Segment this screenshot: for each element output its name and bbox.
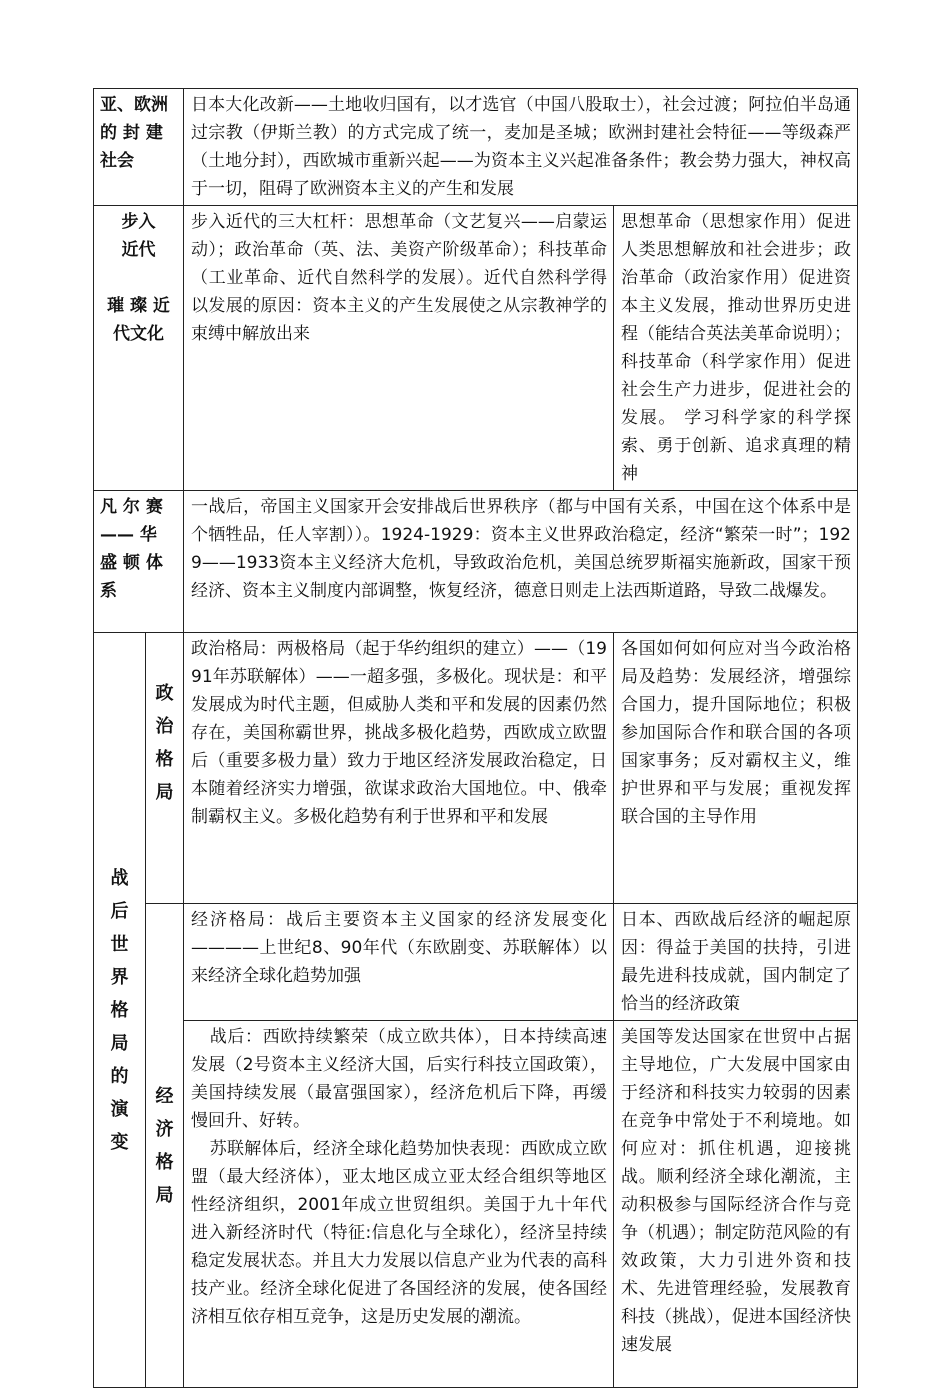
row-text-right: 思想革命（思想家作用）促进人类思想解放和社会进步；政治革命（政治家作用）促进资本主义发展，推动世界历史进程（能结合英法美革命说明）；科技革命（科学家作用）促进社会生产力进步，促进社会的发展。 学习科学家的科学探索、勇于创新、追求真理的精神 xyxy=(621,212,851,484)
content-cell xyxy=(184,89,858,206)
economic-paragraph-2: 苏联解体后，经济全球化趋势加快表现：西欧成立欧盟（最大经济体），亚太地区成立亚太经合组织等地区性经济组织，2001年成立世贸组织。美国于九十年代进入新经济时代（特征:信息化与全球化），经济呈持续稳定发展状态。并且大力发展以信息产业为代表的高科技产业。经济全球化促进了各国经济的发展，使各国经济相互依存相互竞争，这是历史发展的潮流。 xyxy=(191,1139,607,1327)
row-text: 日本大化改新——土地收归国有，以才选官（中国八股取士），社会过渡；阿拉伯半岛通过宗教（伊斯兰教）的方式完成了统一，麦加是圣城；欧洲封建社会特征——等级森严（土地分封），西欧城市重新兴起——为资本主义兴起准备条件；教会势力强大，神权高于一切，阻碍了欧洲资本主义的产生和发展 xyxy=(191,95,851,199)
political-label: 政治格局 xyxy=(155,683,174,803)
row-versailles-washington xyxy=(94,491,858,633)
political-left-text: 政治格局：两极格局（起于华约组织的建立）——（1991年苏联解体）——一超多强，多极化。现状是：和平发展成为时代主题，但威胁人类和平和发展的因素仍然存在，美国称霸世界，挑战多极化趋势，西欧成立欧盟后（重要多极力量）致力于地区经济发展政治稳定，日本随着经济实力增强，欲谋求政治大国地位。中、俄牵制霸权主义。多极化趋势有利于世界和平和发展 xyxy=(191,639,607,827)
economic-paragraph-1: 战后：西欧持续繁荣（成立欧共体），日本持续高速发展（2号资本主义经济大国，后实行科技立国政策），美国持续发展（最富强国家），经济危机后下降，再缓慢回升、好转。 xyxy=(191,1027,607,1131)
political-right-cell xyxy=(614,633,858,904)
content-cell-left xyxy=(184,206,614,491)
economic-top-right-text: 日本、西欧战后经济的崛起原因：得益于美国的扶持，引进最先进科技成就，国内制定了恰当的经济政策 xyxy=(621,910,851,1014)
row-text-left: 步入近代的三大杠杆：思想革命（文艺复兴——启蒙运动）；政治革命（英、法、美资产阶级革命）；科技革命（工业革命、近代自然科学的发展）。近代自然科学得以发展的原因：资本主义的产生发展使之从宗教神学的束缚中解放出来 xyxy=(191,212,607,344)
political-left-cell xyxy=(184,633,614,904)
history-summary-table xyxy=(93,88,858,1388)
economic-top-right-cell xyxy=(614,904,858,1021)
economic-top-left-text: 经济格局：战后主要资本主义国家的经济发展变化————上世纪8、90年代（东欧剧变、苏联解体）以来经济全球化趋势加强 xyxy=(191,910,607,986)
row-text: 一战后，帝国主义国家开会安排战后世界秩序（都与中国有关系，中国在这个体系中是个牺牲品，任人宰割））。1924-1929：资本主义世界政治稳定，经济“繁荣一时”；1929——1933资本主义经济大危机，导致政治危机，美国总统罗斯福实施新政，国家干预经济、资本主义制度内部调整，恢复经济，德意日则走上法西斯道路，导致二战爆发。 xyxy=(191,497,851,601)
postwar-heading: 战后世界格局的演变 xyxy=(110,867,129,1153)
political-label-cell xyxy=(146,633,184,904)
row-heading: 亚、欧洲 的 封 建 社会 xyxy=(100,95,168,171)
economic-label: 经济格局 xyxy=(155,1085,174,1206)
heading-cell xyxy=(94,89,184,206)
political-right-text: 各国如何如何应对当今政治格局及趋势：发展经济，增强综合国力，提升国际地位；积极参加国际合作和联合国的各项国家事务；反对霸权主义，维护世界和平与发展；重视发挥联合国的主导作用 xyxy=(621,639,851,827)
postwar-heading-cell xyxy=(94,633,146,1388)
economic-bottom-right-cell xyxy=(614,1021,858,1388)
economic-bottom-right-text: 美国等发达国家在世贸中占据主导地位，广大发展中国家由于经济和科技实力较弱的因素在竞争中常处于不利境地。如何应对：抓住机遇，迎接挑战。顺利经济全球化潮流，主动积极参与国际经济合作与竞争（机遇）；制定防范风险的有效政策，大力引进外资和技术、先进管理经验，发展教育科技（挑战），促进本国经济快速发展 xyxy=(621,1027,851,1355)
heading-cell xyxy=(94,491,184,633)
row-postwar-economic-bottom xyxy=(94,1021,858,1388)
row-feudal-society xyxy=(94,89,858,206)
row-postwar-economic-top xyxy=(94,904,858,1021)
content-cell-right xyxy=(614,206,858,491)
economic-label-cell xyxy=(146,904,184,1388)
row-modern-culture xyxy=(94,206,858,491)
content-cell xyxy=(184,491,858,633)
economic-bottom-left-cell xyxy=(184,1021,614,1388)
economic-top-left-cell xyxy=(184,904,614,1021)
heading-cell xyxy=(94,206,184,491)
row-heading: 步入 近代 璀 璨 近 代文化 xyxy=(107,212,170,344)
row-postwar-political xyxy=(94,633,858,904)
row-heading: 凡 尔 赛 —— 华 盛 顿 体 系 xyxy=(100,497,163,601)
economic-bottom-left-text xyxy=(184,1021,613,1333)
